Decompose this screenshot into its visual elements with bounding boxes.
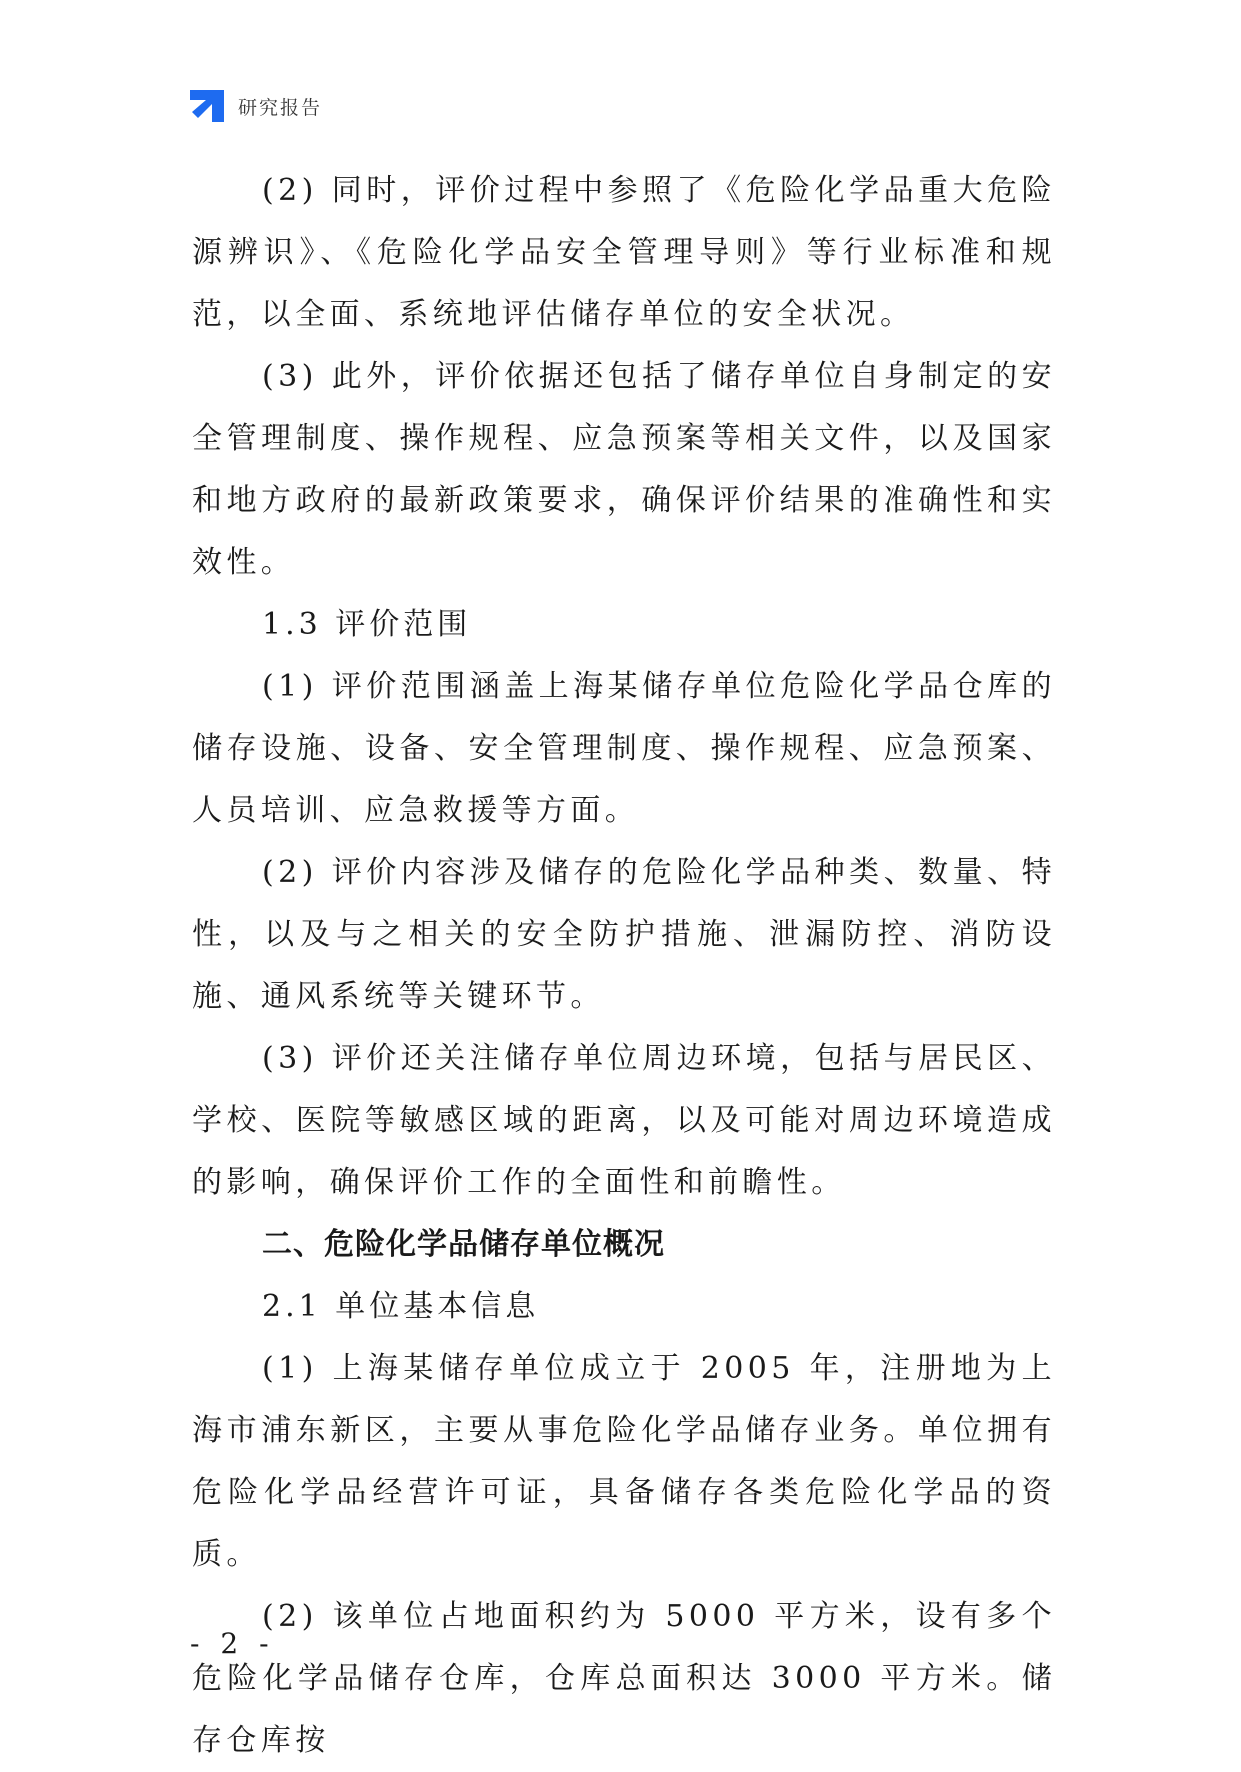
paragraph: (2) 评价内容涉及储存的危险化学品种类、数量、特性，以及与之相关的安全防护措施、泄漏防控、消防设施、通风系统等关键环节。 xyxy=(192,855,1056,1014)
section-heading-2-1: 2.1 单位基本信息 xyxy=(262,1289,540,1324)
paragraph: (3) 此外，评价依据还包括了储存单位自身制定的安全管理制度、操作规程、应急预案等相关文件，以及国家和地方政府的最新政策要求，确保评价结果的准确性和实效性。 xyxy=(192,359,1056,580)
paragraph: (2) 该单位占地面积约为 5000 平方米，设有多个危险化学品储存仓库，仓库总面积达 3000 平方米。储存仓库按 xyxy=(192,1599,1056,1758)
page-number: - 2 - xyxy=(190,1627,275,1660)
paragraph: (3) 评价还关注储存单位周边环境，包括与居民区、学校、医院等敏感区域的距离，以及可能对周边环境造成的影响，确保评价工作的全面性和前瞻性。 xyxy=(192,1041,1056,1200)
document-body xyxy=(192,160,1056,1772)
header-title: 研究报告 xyxy=(238,96,323,119)
paragraph: (1) 评价范围涵盖上海某储存单位危险化学品仓库的储存设施、设备、安全管理制度、操作规程、应急预案、人员培训、应急救援等方面。 xyxy=(192,669,1056,828)
arrow-up-right-icon xyxy=(190,90,224,122)
paragraph: (2) 同时，评价过程中参照了《危险化学品重大危险源辨识》、《危险化学品安全管理导则》等行业标准和规范，以全面、系统地评估储存单位的安全状况。 xyxy=(192,173,1056,332)
paragraph: (1) 上海某储存单位成立于 2005 年，注册地为上海市浦东新区，主要从事危险化学品储存业务。单位拥有危险化学品经营许可证，具备储存各类危险化学品的资质。 xyxy=(192,1351,1056,1572)
page-header xyxy=(190,88,322,124)
section-heading-1-3: 1.3 评价范围 xyxy=(262,607,472,642)
chapter-heading-2: 二、危险化学品储存单位概况 xyxy=(262,1227,665,1262)
